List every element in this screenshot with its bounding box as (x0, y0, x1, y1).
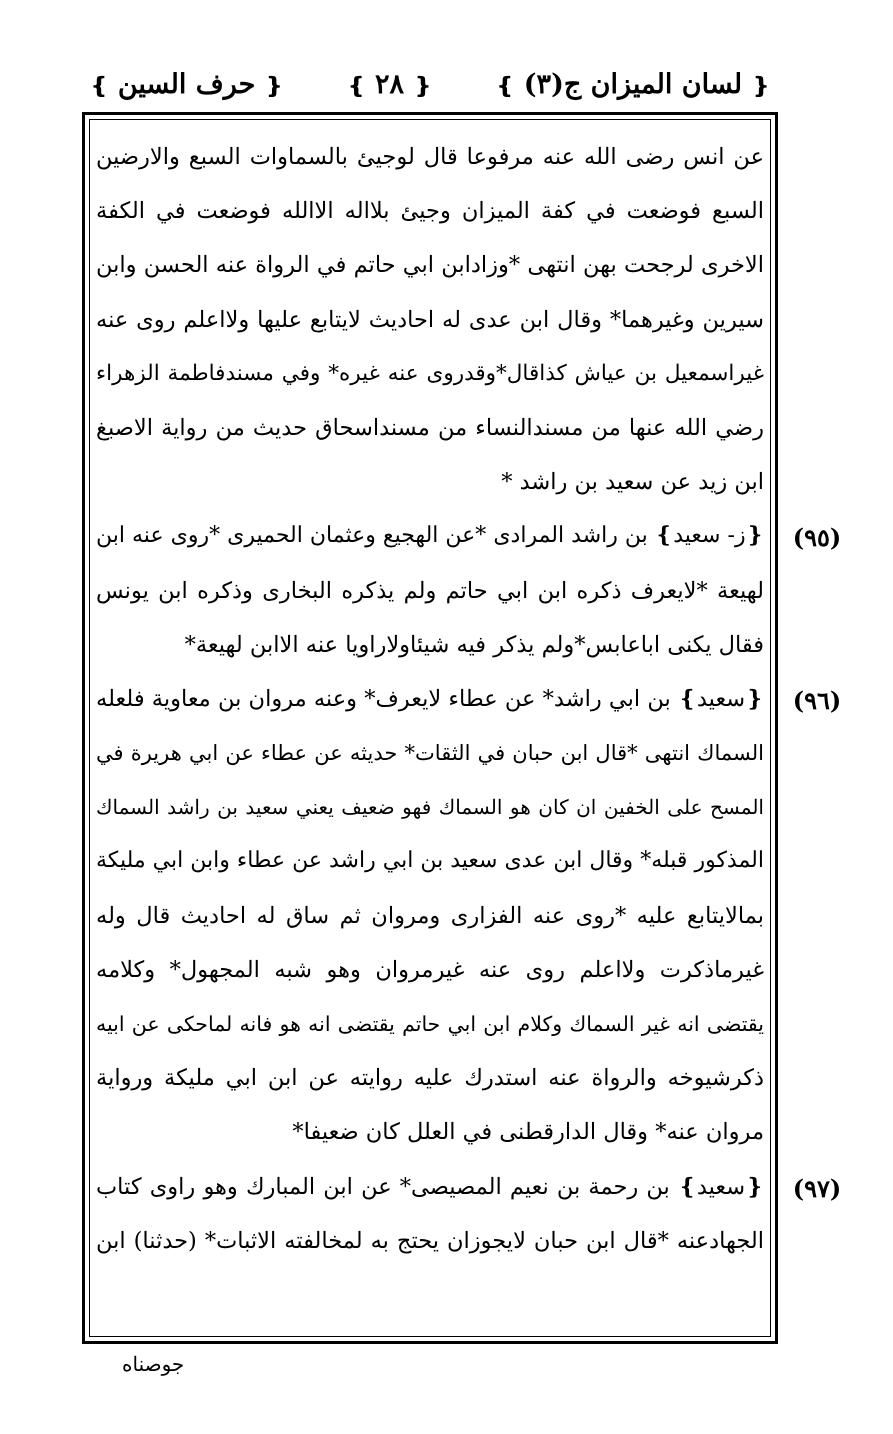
running-header (90, 62, 770, 106)
text-line: رضي الله عنها من مسندالنساء من مسنداسحاق حديث من رواية الاصبغ (96, 414, 764, 441)
text-line: مروان عنه* وقال الدارقطنى في العلل كان ضعيفا* (292, 1119, 764, 1146)
text-line: ابن زيد عن سعيد بن راشد * (501, 469, 764, 496)
text-line: ❴سعيد❵ بن رحمة بن نعيم المصيصى* عن ابن المبارك وهو راوى كتاب (96, 1173, 764, 1200)
text-line: يقتضى انه غير السماك وكلام ابن ابي حاتم يقتضى انه هو فانه لماحكى عن ابيه (96, 1012, 764, 1036)
book-title (496, 69, 770, 100)
ornament: ❴ (751, 72, 770, 99)
text-line: لهيعة *لايعرف ذكره ابن ابي حاتم ولم يذكره البخارى وذكره ابن يونس (96, 577, 764, 604)
page-number-text: ٢٨ (375, 68, 405, 100)
text-line: غيراسمعيل بن عياش كذاقال*وقدروى عنه غيره* وفي مسندفاطمة الزهراء (96, 360, 764, 386)
entry-number: (٩٦) (792, 686, 842, 715)
body-text (96, 130, 764, 1268)
section-title-text: حرف السين (117, 68, 256, 100)
ornament: ❵ (90, 72, 109, 99)
text-line: سيرين وغيرهما* وقال ابن عدى له احاديث لايتابع عليها ولااعلم روى عنه (96, 306, 764, 333)
signature-mark: جوصناه (122, 1352, 185, 1376)
page-number (347, 69, 432, 100)
text-line: ذكرشيوخه والرواة عنه استدرك عليه روايته عن ابن ابي مليكة ورواية (96, 1065, 764, 1092)
book-title-text: لسان الميزان ج(٣) (523, 68, 743, 100)
text-line: الاخرى لرجحت بهن انتهى *وزادابن ابي حاتم في الرواة عنه الحسن وابن (96, 252, 764, 279)
ornament: ❵ (347, 72, 366, 99)
section-title (90, 69, 283, 100)
entry-number: (٩٥) (792, 523, 842, 553)
text-line: ❴سعيد❵ بن ابي راشد* عن عطاء لايعرف* وعنه مروان بن معاوية فلعله (96, 685, 764, 712)
text-line: المذكور قبله* وقال ابن عدى سعيد بن ابي راشد عن عطاء وابن ابي مليكة (96, 848, 764, 874)
text-line: السبع فوضعت في كفة الميزان وجيئ بلااله الاالله فوضعت في الكفة (96, 198, 764, 225)
text-line: ❴ز- سعيد❵ بن راشد المرادى *عن الهجيع وعثمان الحميرى *روى عنه ابن (96, 523, 764, 549)
text-line: السماك انتهى *قال ابن حبان في الثقات* حديثه عن عطاء عن ابي هريرة في (96, 741, 764, 766)
ornament: ❵ (495, 72, 515, 99)
text-line: فقال يكنى اباعابس*ولم يذكر فيه شيئاولاراويا عنه الاابن لهيعة* (184, 631, 764, 658)
text-line: بمالايتابع عليه *روى عنه الفزارى ومروان ثم ساق له احاديث قال وله (96, 902, 764, 929)
text-line: غيرماذكرت ولااعلم روى عنه غيرمروان وهو شبه المجهول* وكلامه (96, 956, 764, 983)
ornament: ❴ (264, 72, 284, 99)
text-line: الجهادعنه *قال ابن حبان لايجوزان يحتج به لمخالفته الاثبات* (حدثنا) ابن (96, 1227, 764, 1254)
ornament: ❴ (413, 72, 432, 99)
text-line: المسح على الخفين ان كان هو السماك فهو ضعيف يعني سعيد بن راشد السماك (96, 795, 764, 820)
entry-number: (٩٧) (792, 1173, 842, 1203)
text-line: عن انس رضى الله عنه مرفوعا قال لوجيئ بالسماوات السبع والارضين (96, 144, 764, 170)
